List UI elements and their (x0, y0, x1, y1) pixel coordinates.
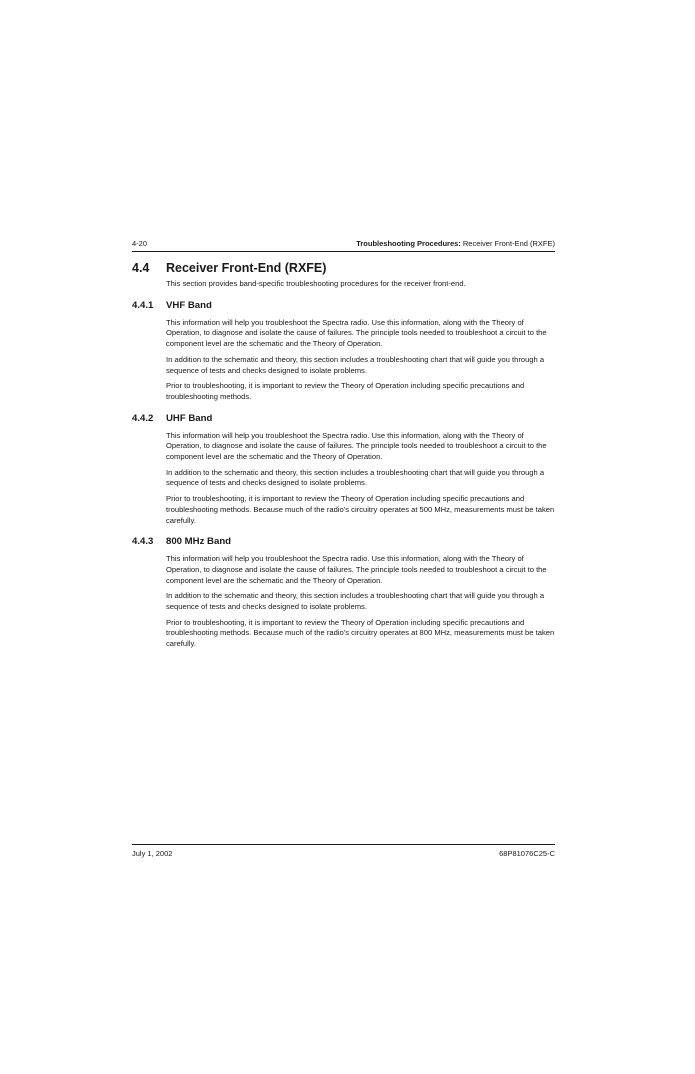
paragraph: Prior to troubleshooting, it is important to review the Theory of Operation including specific precautions and troubleshooting methods. Because much of the radio’s circuitry operates at 800 MHz, measurements must be taken carefully. (166, 617, 555, 649)
paragraph: In addition to the schematic and theory, this section includes a troubleshooting chart that will guide you through a sequence of tests and checks designed to isolate problems. (166, 354, 545, 375)
subsection-number: 4.4.2 (132, 412, 154, 424)
subsection-title: UHF Band (166, 412, 213, 424)
section-title: Receiver Front-End (RXFE) (166, 261, 327, 275)
page-header (132, 238, 555, 250)
running-title-bold: Troubleshooting Procedures: (356, 239, 461, 248)
paragraph: This information will help you troubleshoot the Spectra radio. Use this information, along with the Theory of Operation, to diagnose and isolate the cause of failures. The principle tools needed to troubleshoot a circuit to the component level are the schematic and the Theory of Operation. (166, 317, 547, 349)
section-intro: This section provides band-specific troubleshooting procedures for the receiver front-end. (166, 279, 466, 288)
subsection-heading-uhf (132, 412, 555, 426)
footer-rule (132, 844, 555, 845)
paragraph: Prior to troubleshooting, it is important to review the Theory of Operation including specific precautions and troubleshooting methods. (166, 381, 525, 401)
page-number: 4-20 (132, 239, 148, 248)
subsection-number: 4.4.3 (132, 536, 154, 548)
page-footer (132, 848, 555, 860)
subsection-heading-vhf (132, 299, 555, 313)
page-content (132, 259, 555, 650)
paragraph: This information will help you troubleshoot the Spectra radio. Use this information, along with the Theory of Operation, to diagnose and isolate the cause of failures. The principle tools needed to troubleshoot a circuit to the component level are the schematic and the Theory of Operation. (166, 554, 547, 585)
running-title (356, 238, 555, 250)
subsection-title: VHF Band (166, 299, 212, 311)
publication-date: July 1, 2002 (132, 849, 173, 858)
subsection-heading-800mhz (132, 535, 555, 549)
document-number: 68P81076C25-C (499, 849, 555, 858)
subsection-title: 800 MHz Band (166, 536, 232, 548)
paragraph: This information will help you troubleshoot the Spectra radio. Use this information, along with the Theory of Operation, to diagnose and isolate the cause of failures. The principle tools needed to troubleshoot a circuit to the component level are the schematic and the Theory of Operation. (166, 430, 547, 462)
paragraph: In addition to the schematic and theory, this section includes a troubleshooting chart that will guide you through a sequence of tests and checks designed to isolate problems. (166, 591, 545, 612)
running-title-rest: Receiver Front-End (RXFE) (460, 239, 555, 248)
paragraph: In addition to the schematic and theory, this section includes a troubleshooting chart that will guide you through a sequence of tests and checks designed to isolate problems. (166, 467, 545, 488)
subsection-number: 4.4.1 (132, 299, 154, 311)
section-heading (132, 259, 555, 277)
paragraph: Prior to troubleshooting, it is important to review the Theory of Operation including specific precautions and troubleshooting methods. Because much of the radio’s circuitry operates at 500 MHz, measurements must be taken carefully. (166, 494, 555, 525)
section-number: 4.4 (132, 261, 150, 275)
header-rule (132, 251, 555, 252)
